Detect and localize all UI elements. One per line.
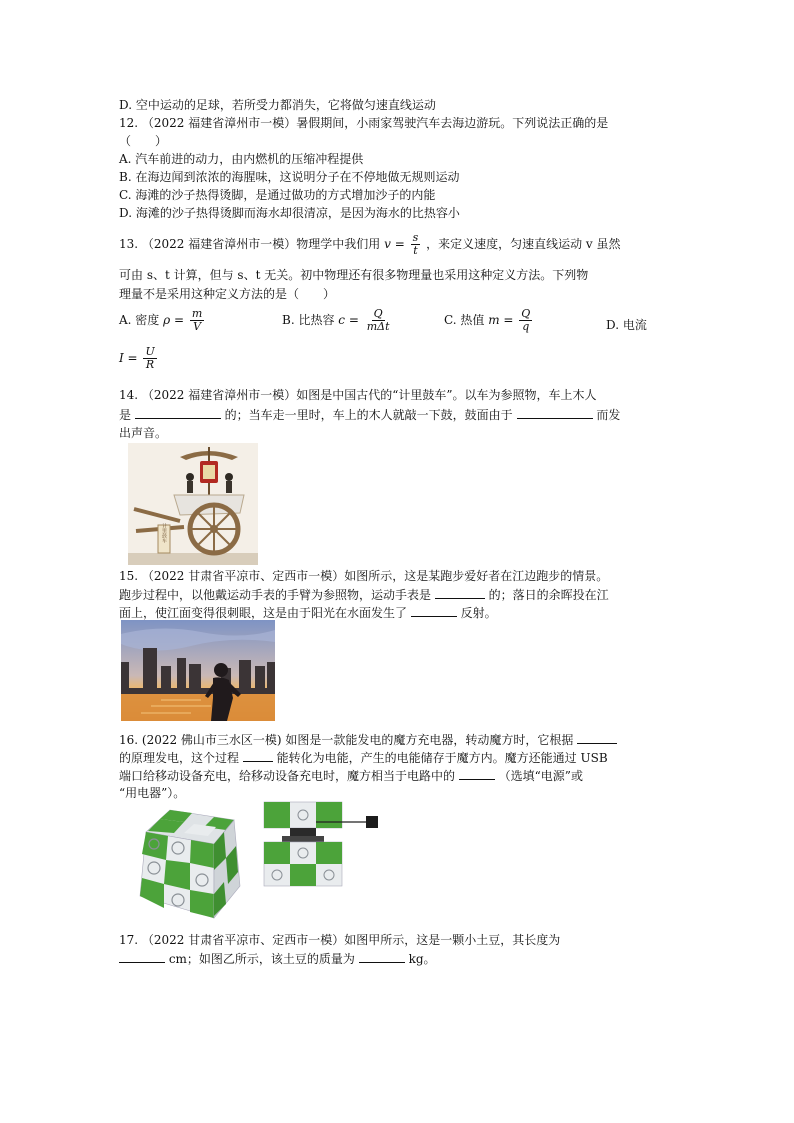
q14-stem-line1: 14. （2022 福建省漳州市一模）如图是中国古代的“计里鼓车”。以车为参照物，车上木人 xyxy=(119,388,597,402)
q13-stem-part2: ，来定义速度，匀速直线运动 v 虽然 xyxy=(426,237,621,251)
q13-stem-part1: 13. （2022 福建省漳州市一模）物理学中我们用 xyxy=(119,237,381,251)
formula-speed-lhs: v = xyxy=(384,237,405,251)
formula-heat-value-lhs: m = xyxy=(488,313,514,327)
formula-speed-num: s xyxy=(412,231,419,244)
q15-blank-2[interactable] xyxy=(411,604,457,617)
q13-stem-line2: 可由 s、t 计算，但与 s、t 无关。初中物理还有很多物理量也采用这种定义方法。下列物 xyxy=(119,268,589,282)
q13-option-b-label: B. 比热容 xyxy=(282,313,335,327)
magic-cube-charger-image xyxy=(118,800,390,922)
formula-current xyxy=(143,346,156,371)
formula-heat-capacity-den: mΔt xyxy=(366,320,390,333)
q17-part2: kg。 xyxy=(408,952,436,966)
riverside-runner-image xyxy=(121,620,275,721)
q12-option-d: D. 海滩的沙子热得烫脚而海水却很清凉，是因为海水的比热容小 xyxy=(119,206,460,220)
q12-option-a: A. 汽车前进的动力，由内燃机的压缩冲程提供 xyxy=(119,152,364,166)
formula-density-num: m xyxy=(191,307,203,320)
q16-part5: （选填“电源”或 xyxy=(498,769,583,783)
q15-stem-line2 xyxy=(119,586,609,603)
q15-stem-line1: 15. （2022 甘肃省平凉市、定西市一模）如图所示，这是某跑步爱好者在江边跑步的情景。 xyxy=(119,569,609,583)
q15-part2: 的；落日的余晖投在江 xyxy=(488,588,609,602)
q17-blank-1[interactable] xyxy=(119,950,165,963)
q14-stem-line3: 出声音。 xyxy=(119,426,168,440)
q12-option-b: B. 在海边闻到浓浓的海腥味，这说明分子在不停地做无规则运动 xyxy=(119,170,460,184)
q17-part1: cm；如图乙所示，该土豆的质量为 xyxy=(168,952,355,966)
q12-option-c: C. 海滩的沙子热得烫脚，是通过做功的方式增加沙子的内能 xyxy=(119,188,436,202)
formula-heat-capacity-lhs: c = xyxy=(338,313,359,327)
q14-stem-line2 xyxy=(119,406,620,423)
formula-heat-value-den: q xyxy=(522,320,530,333)
formula-speed-den: t xyxy=(413,244,418,257)
q16-stem-line3 xyxy=(119,767,583,784)
q17-stem-line1: 17. （2022 甘肃省平凉市、定西市一模）如图甲所示，这是一颗小土豆，其长度为 xyxy=(119,933,561,947)
q15-part4: 反射。 xyxy=(460,606,497,620)
q14-part1: 是 xyxy=(119,408,132,422)
q16-part3: 能转化为电能，产生的电能储存于魔方内。魔方还能通过 USB xyxy=(276,751,608,765)
q16-part2: 的原理发电，这个过程 xyxy=(119,751,240,765)
q13-option-b xyxy=(282,308,394,333)
q15-part3: 面上，使江面变得很刺眼，这是由于阳光在水面发生了 xyxy=(119,606,408,620)
formula-current-den: R xyxy=(145,358,155,371)
q13-option-c xyxy=(444,308,534,333)
q14-part2: 的；当车走一里时，车上的木人就敲一下鼓，鼓面由于 xyxy=(224,408,513,422)
q13-stem-line1 xyxy=(119,232,620,257)
q13-option-d: D. 电流 xyxy=(606,318,647,332)
q14-blank-1[interactable] xyxy=(135,406,221,419)
q17-blank-2[interactable] xyxy=(359,950,405,963)
q13-stem-line3: 理量不是采用这种定义方法的是（ ） xyxy=(119,287,336,301)
formula-density-den: V xyxy=(193,320,202,333)
formula-heat-capacity-num: Q xyxy=(373,307,383,320)
q16-blank-3[interactable] xyxy=(459,767,495,780)
formula-current-wrap xyxy=(119,346,159,371)
q15-blank-1[interactable] xyxy=(435,586,485,599)
formula-heat-capacity xyxy=(365,308,392,333)
q14-blank-2[interactable] xyxy=(517,406,593,419)
q16-stem-line2 xyxy=(119,749,608,766)
q15-part1: 跑步过程中，以他戴运动手表的手臂为参照物，运动手表是 xyxy=(119,588,432,602)
q16-stem-line1 xyxy=(119,731,617,748)
q13-option-a-label: A. 密度 xyxy=(119,313,160,327)
q13-option-a xyxy=(119,308,206,333)
formula-density-lhs: ρ = xyxy=(163,313,185,327)
q16-stem-line4: “用电器”）。 xyxy=(119,786,186,800)
q15-stem-line3 xyxy=(119,604,497,621)
drum-cart-sign-text: 计里鼓车 xyxy=(161,523,167,543)
drum-cart-image xyxy=(128,443,258,565)
q14-part3: 而发 xyxy=(596,408,621,422)
formula-current-num: U xyxy=(145,345,155,358)
q16-part4: 端口给移动设备充电，给移动设备充电时，魔方相当于电路中的 xyxy=(119,769,456,783)
q17-stem-line2 xyxy=(119,950,436,967)
q16-blank-2[interactable] xyxy=(243,749,273,762)
q11-option-d: D. 空中运动的足球，若所受力都消失，它将做匀速直线运动 xyxy=(119,98,436,112)
formula-heat-value-num: Q xyxy=(521,307,531,320)
formula-current-lhs: I = xyxy=(119,351,138,365)
q16-part1: 16. (2022 佛山市三水区一模) 如图是一款能发电的魔方充电器，转动魔方时，它根据 xyxy=(119,733,574,747)
q12-answer-paren: （ ） xyxy=(119,134,168,148)
formula-heat-value xyxy=(519,308,532,333)
formula-density xyxy=(190,308,204,333)
q13-option-c-label: C. 热值 xyxy=(444,313,485,327)
q12-stem: 12. （2022 福建省漳州市一模）暑假期间，小雨家驾驶汽车去海边游玩。下列说法正确的是 xyxy=(119,116,609,130)
formula-speed xyxy=(411,232,421,257)
q16-blank-1[interactable] xyxy=(577,731,617,744)
